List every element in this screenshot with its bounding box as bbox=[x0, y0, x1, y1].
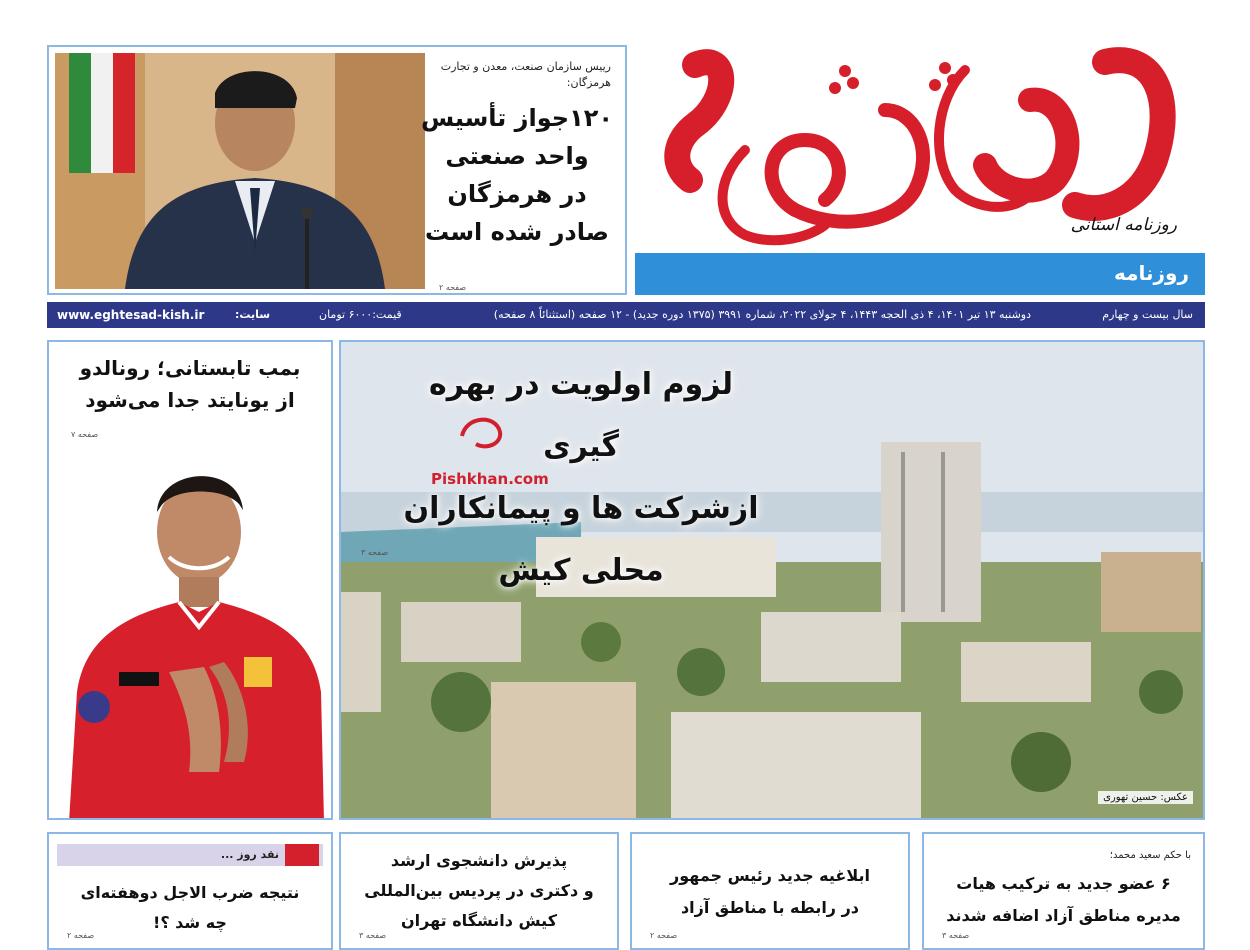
site-label: سایت: bbox=[235, 308, 271, 321]
page-reference: صفحه ۲ bbox=[650, 931, 678, 940]
top-story-kicker: رییس سازمان صنعت، معدن و تجارت هرمزگان: bbox=[440, 60, 611, 89]
bottom-headline-line: در رابطه با مناطق آزاد bbox=[680, 898, 860, 917]
top-headline-line: صادر شده است bbox=[425, 218, 609, 246]
column-label: نقد روز ... bbox=[220, 848, 279, 861]
bottom-headline-line: کیش دانشگاه تهران bbox=[401, 911, 557, 930]
bottom-headline[interactable] bbox=[57, 878, 323, 938]
bottom-kicker: با حکم سعید محمد؛ bbox=[1109, 850, 1191, 861]
bottom-headline-line: ابلاغیه جدید رئیس جمهور bbox=[670, 866, 870, 885]
main-story-box[interactable] bbox=[339, 340, 1205, 820]
bottom-headline-line: و دکتری در پردیس بین‌المللی bbox=[364, 881, 594, 900]
newspaper-subtitle: روزنامه استانی bbox=[1070, 215, 1177, 235]
bottom-headline-line: نتیجه ضرب الاجل دوهفته‌ای bbox=[80, 883, 300, 902]
column-icon bbox=[285, 844, 319, 866]
bottom-story-box[interactable] bbox=[922, 832, 1205, 950]
sports-headline-line: از یونایتد جدا می‌شود bbox=[85, 388, 295, 412]
pishkhan-watermark: Pishkhan.com bbox=[431, 470, 549, 488]
website-link[interactable]: www.eghtesad-kish.ir bbox=[57, 308, 205, 322]
bottom-headline[interactable] bbox=[932, 868, 1195, 932]
player-photo bbox=[59, 442, 329, 820]
issue-info-bar bbox=[47, 302, 1205, 328]
bottom-headline-line: چه شد ؟! bbox=[153, 913, 227, 932]
issue-date: دوشنبه ۱۳ تیر ۱۴۰۱، ۴ ذی الحجه ۱۴۴۳، ۴ جولای ۲۰۲۲، شماره ۳۹۹۱ (۱۳۷۵ دوره جدید) - ۱۲ صفحه (استثنائاً ۸ صفحه) bbox=[493, 308, 1031, 321]
official-photo-image bbox=[55, 53, 425, 289]
page-reference: صفحه ۳ bbox=[361, 548, 389, 557]
column-strip bbox=[57, 844, 323, 866]
page-reference: صفحه ۳ bbox=[359, 931, 387, 940]
bottom-headline-line: پذیرش دانشجوی ارشد bbox=[390, 851, 568, 870]
main-headline-line: لزوم اولویت در بهره گیری bbox=[428, 367, 734, 464]
page-reference: صفحه ۲ bbox=[439, 283, 467, 292]
top-headline-line: در هرمزگان bbox=[447, 180, 587, 208]
page-reference: صفحه ۷ bbox=[71, 430, 99, 439]
bottom-headline-line: مدیره مناطق آزاد اضافه شدند bbox=[946, 906, 1181, 925]
bottom-story-box[interactable] bbox=[47, 832, 333, 950]
main-headline-line: محلی کیش bbox=[498, 553, 664, 588]
top-story-headline[interactable] bbox=[419, 99, 615, 251]
page-reference: صفحه ۳ bbox=[942, 931, 970, 940]
issue-price: قیمت:۶۰۰۰ تومان bbox=[319, 308, 402, 321]
sports-headline[interactable] bbox=[57, 352, 323, 416]
official-photo bbox=[55, 53, 425, 289]
publication-year: سال بیست و چهارم bbox=[1102, 308, 1193, 321]
bottom-headline[interactable] bbox=[640, 860, 900, 924]
page-reference: صفحه ۲ bbox=[67, 931, 95, 940]
masthead bbox=[635, 40, 1205, 295]
bottom-story-box[interactable] bbox=[339, 832, 619, 950]
top-story-box[interactable] bbox=[47, 45, 627, 295]
pishkhan-watermark-icon bbox=[456, 406, 506, 452]
photo-credit: عکس: حسین تهوری bbox=[1098, 791, 1193, 804]
top-headline-line: واحد صنعتی bbox=[445, 142, 589, 170]
bottom-story-box[interactable] bbox=[630, 832, 910, 950]
bottom-headline[interactable] bbox=[349, 846, 609, 936]
main-headline-line: ازشرکت ها و پیمانکاران bbox=[403, 491, 759, 526]
sports-headline-line: بمب تابستانی؛ رونالدو bbox=[79, 356, 301, 380]
band-label: روزنامه bbox=[1114, 261, 1189, 285]
sports-story-box[interactable] bbox=[47, 340, 333, 820]
bottom-headline-line: ۶ عضو جدید به ترکیب هیات bbox=[956, 874, 1171, 893]
masthead-band bbox=[635, 253, 1205, 295]
top-headline-line: ۱۲۰جواز تأسیس bbox=[420, 104, 614, 132]
